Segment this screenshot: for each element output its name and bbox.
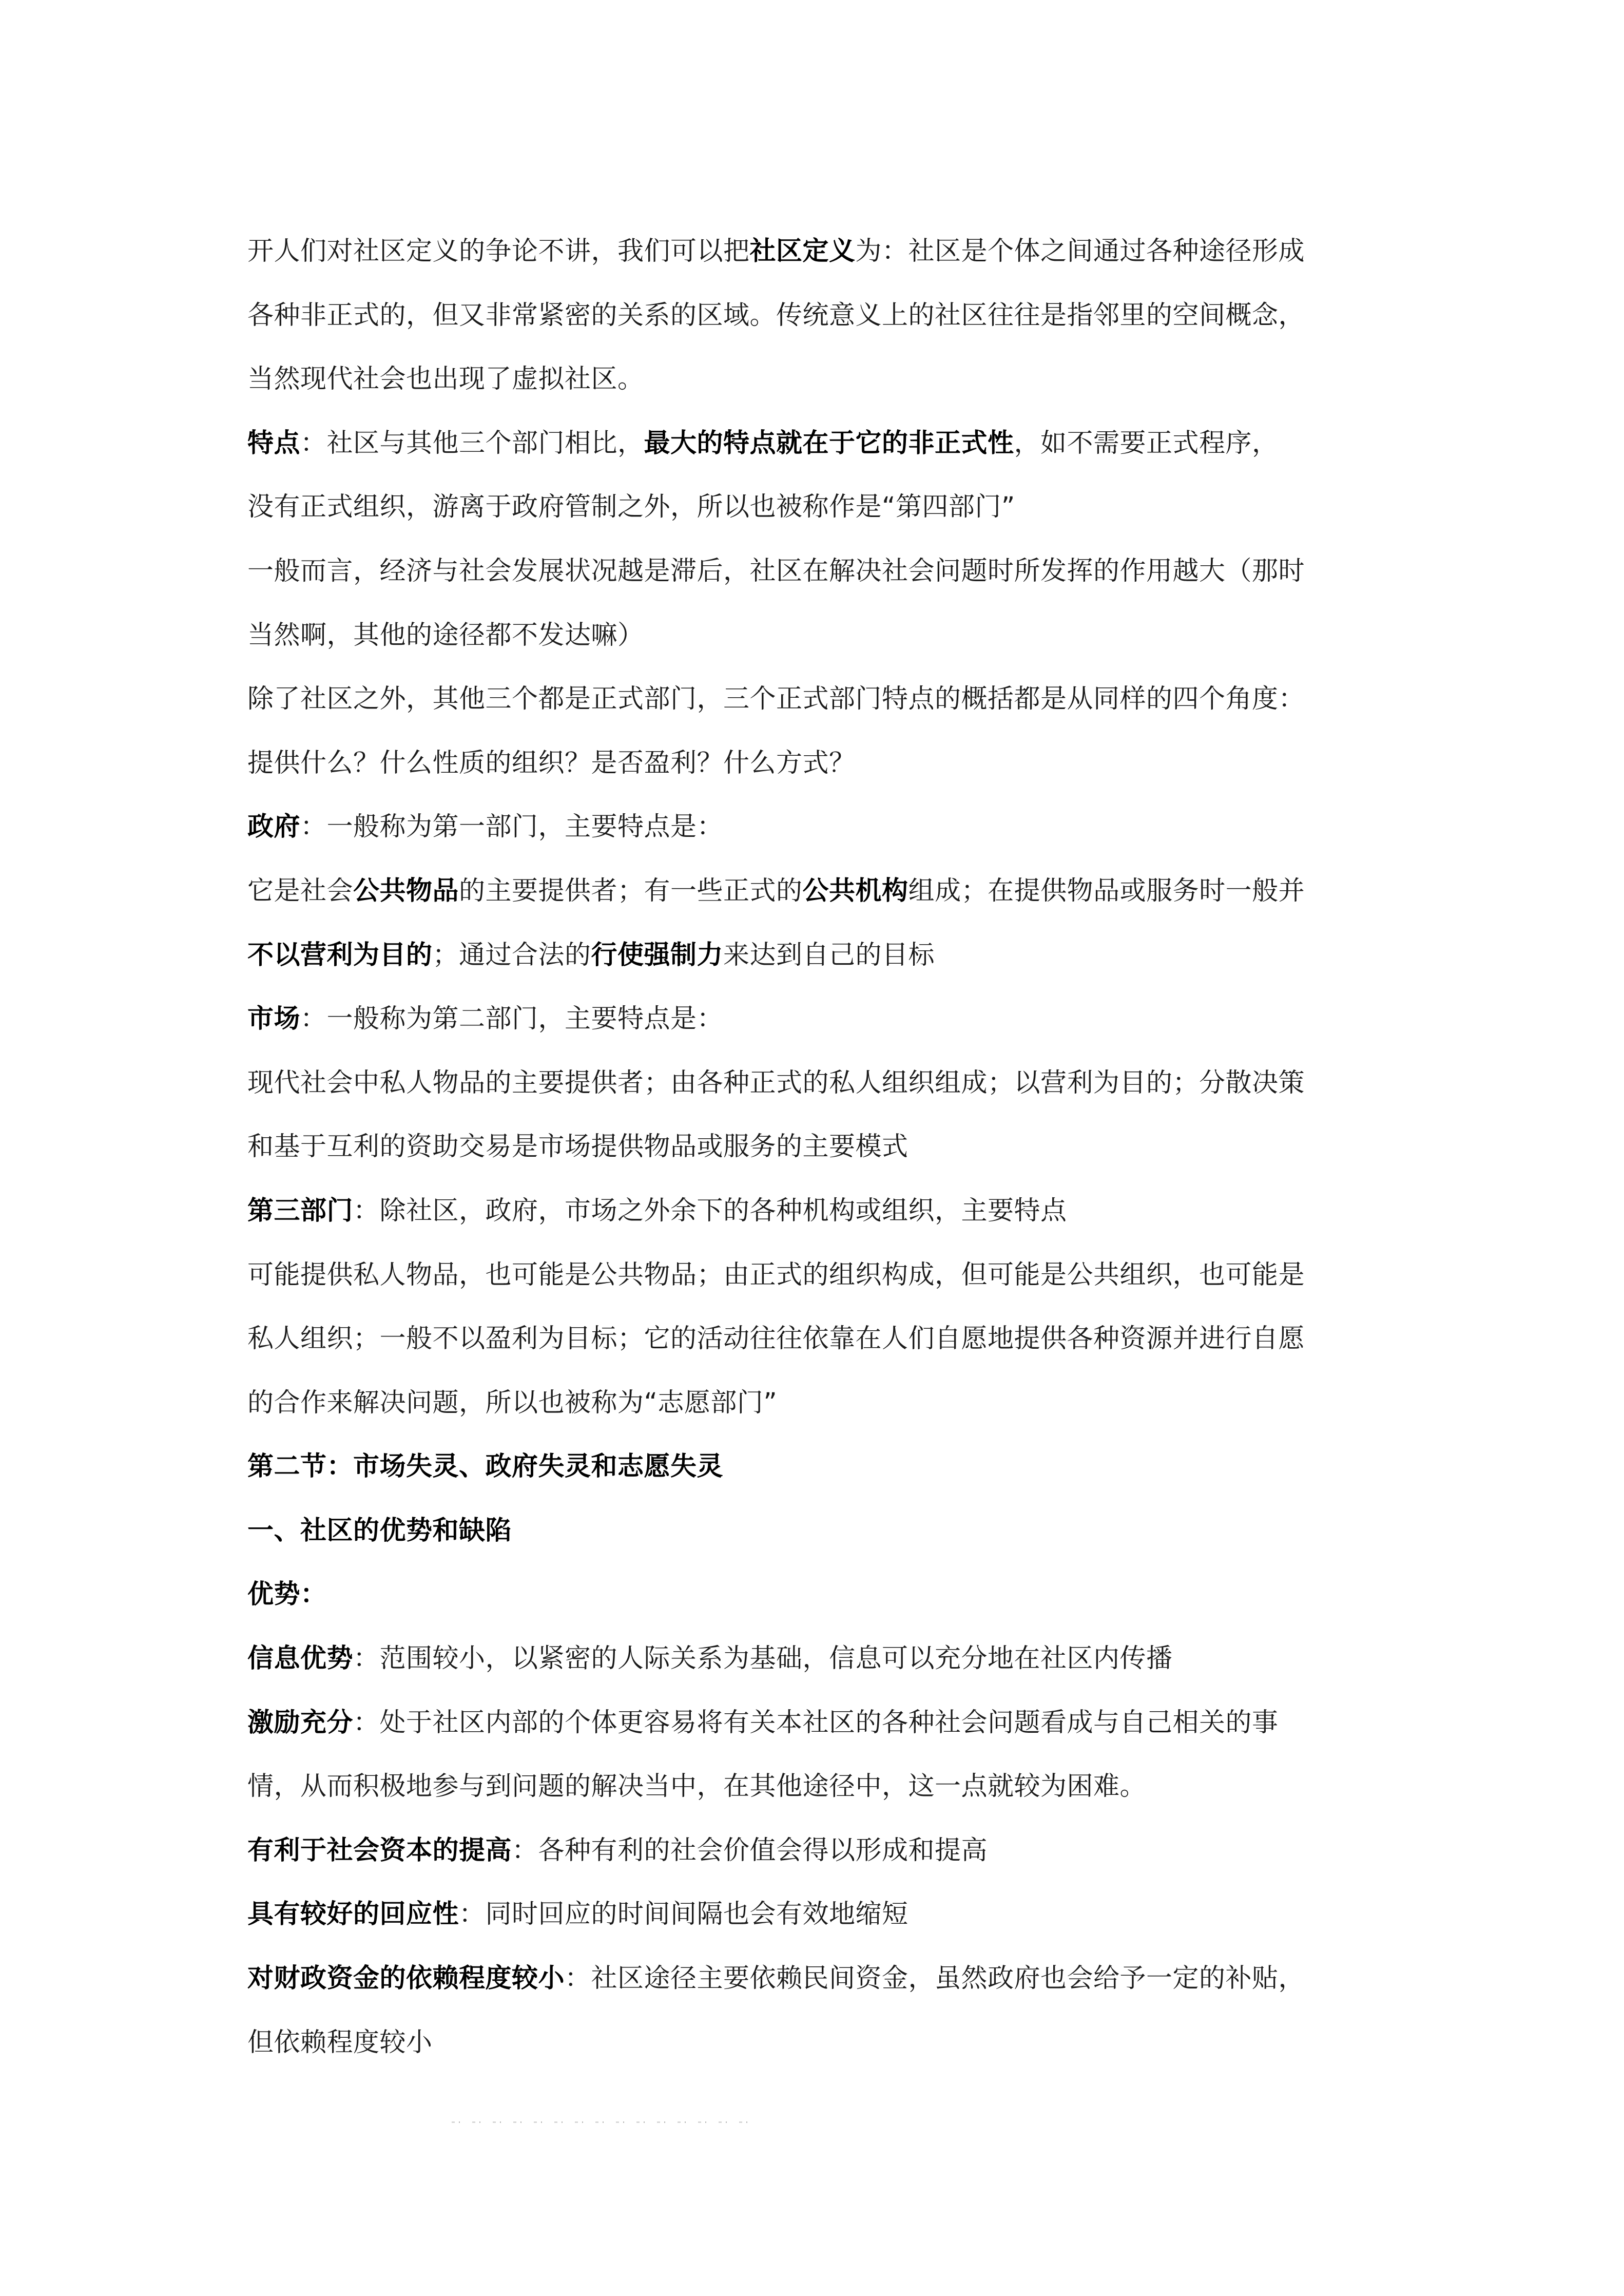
- bold-text-run: 社区定义: [749, 236, 856, 266]
- text-run: ：社区途径主要依赖民间资金，虽然政府也会给予一定的补贴，: [565, 1963, 1305, 1994]
- paragraph-adv-information: [247, 1627, 1382, 1691]
- text-line: [247, 795, 1382, 859]
- text-line: [247, 924, 1382, 988]
- paragraph-general: [247, 540, 1382, 667]
- text-run: 它是社会: [247, 875, 354, 906]
- text-run: 为：社区是个体之间通过各种途径形成: [855, 236, 1305, 266]
- text-run: 没有正式组织，游离于政府管制之外，所以也被称作是“第四部门”: [247, 492, 1015, 523]
- text-line: [247, 1883, 1382, 1947]
- bold-text-run: 优势：: [247, 1579, 327, 1610]
- text-run: 但依赖程度较小: [247, 2027, 433, 2058]
- paragraph-advantages-heading: [247, 1563, 1382, 1627]
- text-run: ，如不需要正式程序，: [1014, 428, 1279, 458]
- text-run: 当然啊，其他的途径都不发达嘛）: [247, 620, 644, 650]
- paragraph-features: [247, 412, 1382, 540]
- text-run: 私人组织；一般不以盈利为目标；它的活动往往依靠在人们自愿地提供各种资源并进行自愿: [247, 1324, 1305, 1354]
- text-run: 开人们对社区定义的争论不讲，我们可以把: [247, 236, 750, 266]
- text-run: 的主要提供者；有一些正式的: [459, 875, 803, 906]
- text-line: [247, 220, 1382, 284]
- text-line: [247, 1435, 1382, 1499]
- text-line: [247, 732, 1382, 796]
- text-run: ：同时回应的时间间隔也会有效地缩短: [459, 1899, 908, 1930]
- paragraph-adv-social-capital: [247, 1819, 1382, 1883]
- document-page: [247, 220, 1382, 2075]
- text-line: [247, 540, 1382, 604]
- text-run: 可能提供私人物品，也可能是公共物品；由正式的组织构成，但可能是公共组织，也可能是: [247, 1259, 1305, 1290]
- text-line: [247, 1307, 1382, 1371]
- bold-text-run: 市场: [247, 1004, 301, 1035]
- text-line: [247, 604, 1382, 668]
- bold-text-run: 第三部门: [247, 1195, 354, 1226]
- text-line: [247, 987, 1382, 1051]
- clipped-text-line: [452, 2119, 760, 2125]
- paragraph-third-sector-heading: [247, 1179, 1382, 1243]
- text-line: [247, 1371, 1382, 1436]
- text-run: 提供什么？什么性质的组织？是否盈利？什么方式？: [247, 748, 856, 778]
- text-run: ：一般称为第一部门，主要特点是：: [300, 812, 724, 843]
- text-line: [247, 348, 1382, 412]
- text-run: 情，从而积极地参与到问题的解决当中，在其他途径中，这一点就较为困难。: [247, 1771, 1147, 1802]
- bold-text-run: 不以营利为目的: [247, 940, 433, 970]
- text-line: [247, 667, 1382, 732]
- text-line: [247, 1179, 1382, 1243]
- bold-text-run: 信息优势: [247, 1643, 354, 1674]
- bold-text-run: 对财政资金的依赖程度较小: [247, 1963, 565, 1994]
- text-line: [247, 1755, 1382, 1819]
- text-line: [247, 1051, 1382, 1116]
- paragraph-adv-responsiveness: [247, 1883, 1382, 1947]
- paragraph-formal-sectors: [247, 667, 1382, 795]
- text-run: 来达到自己的目标: [723, 940, 935, 970]
- text-line: [247, 2011, 1382, 2075]
- text-run: ：范围较小，以紧密的人际关系为基础，信息可以充分地在社区内传播: [353, 1643, 1173, 1674]
- text-run: 各种非正式的，但又非常紧密的关系的区域。传统意义上的社区往往是指邻里的空间概念，: [247, 300, 1305, 331]
- text-line: [247, 1243, 1382, 1308]
- text-run: ；通过合法的: [432, 940, 591, 970]
- text-line: [247, 475, 1382, 540]
- text-run: ：社区与其他三个部门相比，: [300, 428, 644, 458]
- paragraph-government-body: [247, 859, 1382, 987]
- text-line: [247, 1115, 1382, 1179]
- text-line: [247, 1499, 1382, 1563]
- text-run: 组成；在提供物品或服务时一般并: [908, 875, 1305, 906]
- bold-text-run: 最大的特点就在于它的非正式性: [644, 428, 1014, 458]
- text-line: [247, 1627, 1382, 1691]
- paragraph-adv-incentive: [247, 1691, 1382, 1819]
- bold-text-run: 行使强制力: [591, 940, 724, 970]
- paragraph-market-body: [247, 1051, 1382, 1179]
- text-run: 当然现代社会也出现了虚拟社区。: [247, 364, 644, 395]
- bold-text-run: 有利于社会资本的提高: [247, 1835, 512, 1866]
- bold-text-run: 一、社区的优势和缺陷: [247, 1515, 512, 1546]
- clipped-text-fragment: [452, 2121, 760, 2123]
- paragraph-definition: [247, 220, 1382, 412]
- text-line: [247, 1691, 1382, 1755]
- text-run: 除了社区之外，其他三个都是正式部门，三个正式部门特点的概括都是从同样的四个角度：: [247, 684, 1305, 715]
- text-run: 和基于互利的资助交易是市场提供物品或服务的主要模式: [247, 1132, 908, 1162]
- text-line: [247, 412, 1382, 476]
- text-line: [247, 1563, 1382, 1627]
- paragraph-section-2-title: [247, 1435, 1382, 1499]
- paragraph-government-heading: [247, 795, 1382, 859]
- bold-text-run: 激励充分: [247, 1707, 354, 1738]
- bold-text-run: 公共机构: [802, 875, 908, 906]
- text-line: [247, 284, 1382, 348]
- text-line: [247, 1819, 1382, 1883]
- text-run: ：除社区，政府，市场之外余下的各种机构或组织，主要特点: [353, 1195, 1067, 1226]
- text-run: ：各种有利的社会价值会得以形成和提高: [512, 1835, 988, 1866]
- text-run: 一般而言，经济与社会发展状况越是滞后，社区在解决社会问题时所发挥的作用越大（那时: [247, 556, 1305, 586]
- paragraph-third-sector-body: [247, 1243, 1382, 1436]
- bold-text-run: 第二节：市场失灵、政府失灵和志愿失灵: [247, 1451, 724, 1482]
- text-run: ：一般称为第二部门，主要特点是：: [300, 1004, 724, 1035]
- paragraph-subsection-1-title: [247, 1499, 1382, 1563]
- text-run: 的合作来解决问题，所以也被称为“志愿部门”: [247, 1387, 778, 1418]
- bold-text-run: 公共物品: [353, 875, 459, 906]
- bold-text-run: 政府: [247, 812, 301, 843]
- text-run: 现代社会中私人物品的主要提供者；由各种正式的私人组织组成；以营利为目的；分散决策: [247, 1067, 1305, 1098]
- text-line: [247, 859, 1382, 924]
- text-run: ：处于社区内部的个体更容易将有关本社区的各种社会问题看成与自己相关的事: [353, 1707, 1279, 1738]
- bold-text-run: 特点: [247, 428, 301, 458]
- text-line: [247, 1947, 1382, 2011]
- bold-text-run: 具有较好的回应性: [247, 1899, 459, 1930]
- paragraph-adv-fiscal: [247, 1947, 1382, 2075]
- paragraph-market-heading: [247, 987, 1382, 1051]
